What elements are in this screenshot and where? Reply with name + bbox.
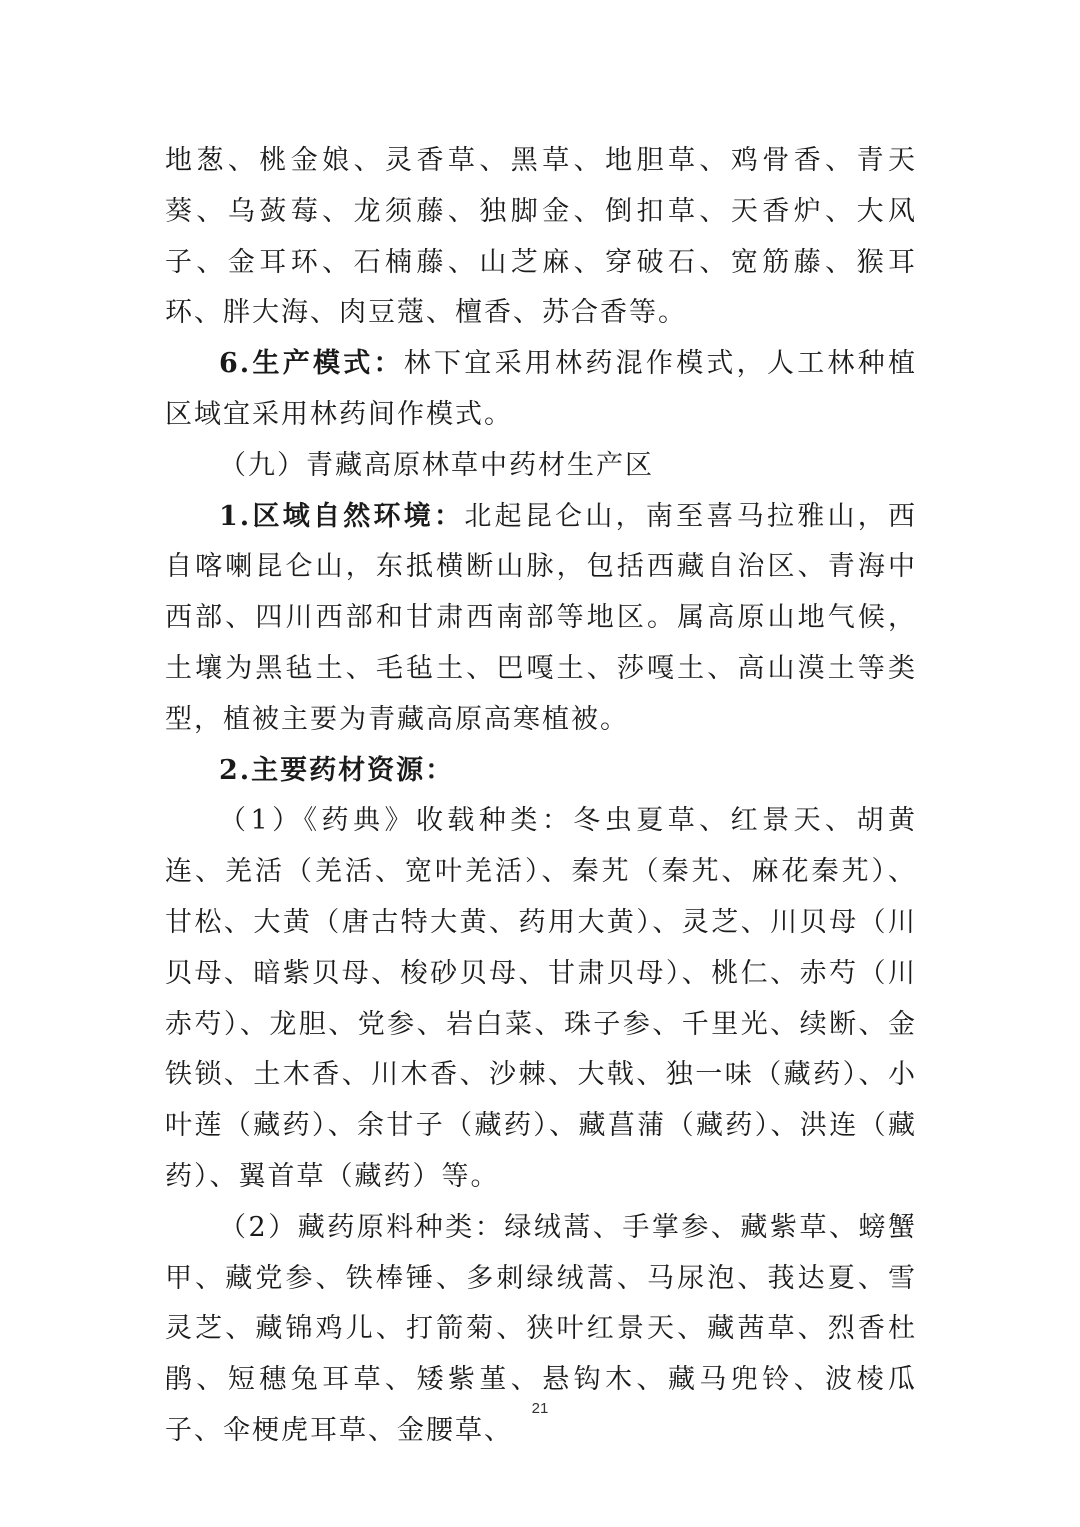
paragraph-plant-list-continued: 地葱、桃金娘、灵香草、黑草、地胆草、鸡骨香、青天葵、乌蔹莓、龙须藤、独脚金、倒扣草、天香炉、大风子、金耳环、石楠藤、山芝麻、穿破石、宽筋藤、猴耳环、胖大海、肉豆蔻、檀香、苏合香等。	[165, 145, 917, 329]
paragraph-production-mode	[165, 339, 917, 441]
section-label-main-resources: 2.主要药材资源：	[219, 754, 455, 786]
section-heading-qinghai-tibet: （九）青藏高原林草中药材生产区	[219, 449, 654, 481]
section-label-production-mode: 6.生产模式：	[219, 348, 404, 380]
page-number: 21	[531, 1400, 549, 1417]
page-body	[165, 136, 917, 1457]
natural-environment-text: 北起昆仑山，南至喜马拉雅山，西自喀喇昆仑山，东抵横断山脉，包括西藏自治区、青海中西部、四川西部和甘肃西南部等地区。属高原山地气候，土壤为黑毡土、毛毡土、巴嘎土、莎嘎土、高山漠土等类型，植被主要为青藏高原高寒植被。	[165, 500, 918, 735]
production-mode-text: 林下宜采用林药混作模式，人工林种植区域宜采用林药间作模式。	[165, 348, 918, 430]
section-label-natural-environment: 1.区域自然环境：	[219, 500, 465, 532]
paragraph-pharmacopoeia-species: （1）《药典》收载种类：冬虫夏草、红景天、胡黄连、羌活（羌活、宽叶羌活）、秦艽（秦艽、麻花秦艽）、甘松、大黄（唐古特大黄、药用大黄）、灵芝、川贝母（川贝母、暗紫贝母、梭砂贝母、甘肃贝母）、桃仁、赤芍（川赤芍）、龙胆、党参、岩白菜、珠子参、千里光、续断、金铁锁、土木香、川木香、沙棘、大戟、独一味（藏药）、小叶莲（藏药）、余甘子（藏药）、藏菖蒲（藏药）、洪连（藏药）、翼首草（藏药）等。	[165, 805, 917, 1192]
paragraph-natural-environment	[165, 492, 917, 746]
paragraph-tibetan-medicine-species: （2）藏药原料种类：绿绒蒿、手掌参、藏紫草、螃蟹甲、藏党参、铁棒锤、多刺绿绒蒿、马尿泡、莪达夏、雪灵芝、藏锦鸡儿、打箭菊、狭叶红景天、藏茜草、烈香杜鹃、短穗兔耳草、矮紫堇、悬钩木、藏马兜铃、波棱瓜子、伞梗虎耳草、金腰草、	[165, 1211, 917, 1446]
